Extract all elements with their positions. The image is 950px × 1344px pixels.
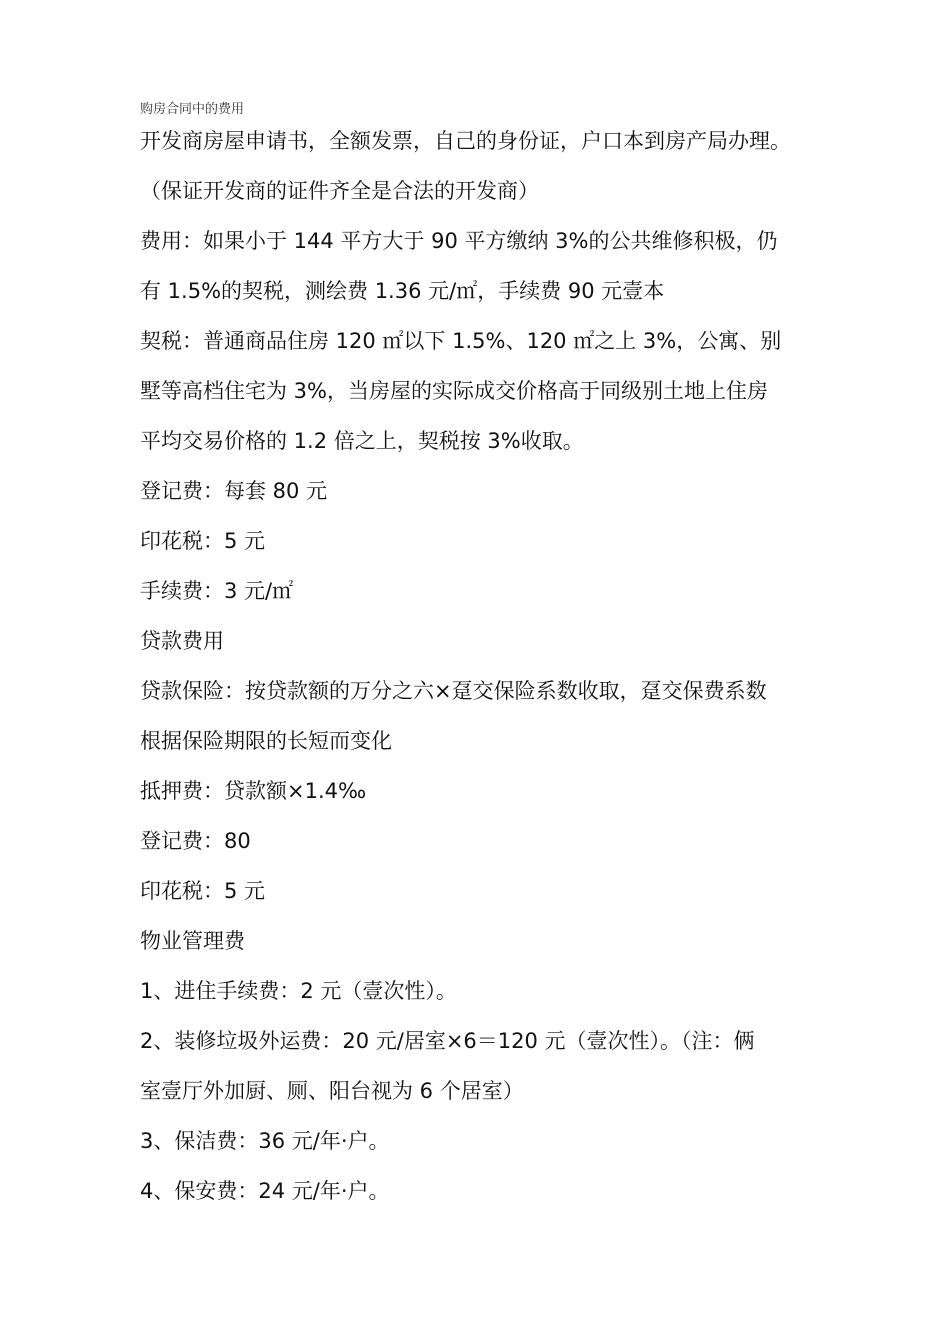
list-item-continuation: 室壹厅外加厨、厕、阳台视为 6 个居室）	[140, 1079, 524, 1103]
paragraph-line: （保证开发商的证件齐全是合法的开发商）	[140, 179, 539, 203]
section-heading: 物业管理费	[140, 929, 245, 953]
paragraph-line: 费用：如果小于 144 平方大于 90 平方缴纳 3%的公共维修积极，仍	[140, 229, 778, 253]
paragraph-line: 登记费：80	[140, 829, 251, 853]
paragraph-line: 根据保险期限的长短而变化	[140, 729, 392, 753]
paragraph-line: 贷款保险：按贷款额的万分之六×趸交保险系数收取，趸交保费系数	[140, 679, 767, 703]
list-item: 1、进住手续费：2 元（壹次性）。	[140, 979, 457, 1003]
paragraph-line: 平均交易价格的 1.2 倍之上，契税按 3%收取。	[140, 429, 584, 453]
list-item: 3、保洁费：36 元/年·户。	[140, 1129, 390, 1153]
document-body	[140, 116, 820, 1216]
paragraph-line: 墅等高档住宅为 3%，当房屋的实际成交价格高于同级别土地上住房	[140, 379, 768, 403]
list-item: 2、装修垃圾外运费：20 元/居室×6＝120 元（壹次性）。（注：俩	[140, 1029, 755, 1053]
paragraph-line: 有 1.5%的契税，测绘费 1.36 元/㎡，手续费 90 元壹本	[140, 279, 665, 303]
paragraph-line: 印花税：5 元	[140, 879, 266, 903]
section-heading: 贷款费用	[140, 629, 224, 653]
list-item: 4、保安费：24 元/年·户。	[140, 1179, 390, 1203]
paragraph-line: 印花税：5 元	[140, 529, 266, 553]
document-header: 购房合同中的费用	[140, 102, 245, 117]
paragraph-line: 手续费：3 元/㎡	[140, 579, 294, 603]
paragraph-line: 抵押费：贷款额×1.4‰	[140, 779, 367, 803]
paragraph-line: 登记费：每套 80 元	[140, 479, 328, 503]
paragraph-line: 开发商房屋申请书，全额发票，自己的身份证，户口本到房产局办理。	[140, 129, 791, 153]
paragraph-line: 契税：普通商品住房 120 ㎡以下 1.5%、120 ㎡之上 3%，公寓、别	[140, 329, 782, 353]
